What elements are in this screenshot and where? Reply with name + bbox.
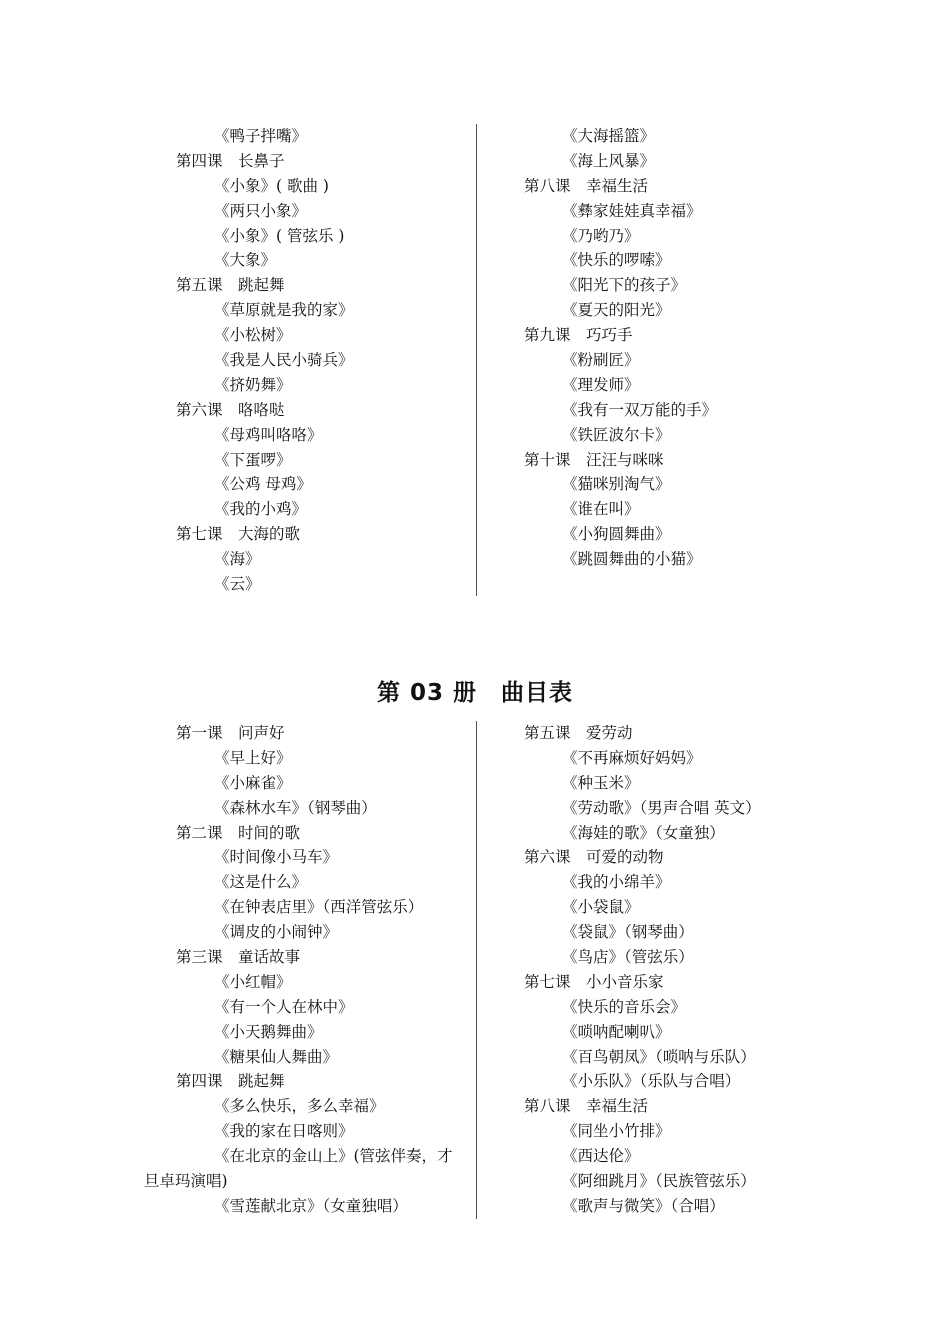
song-title: 《草原就是我的家》: [214, 301, 354, 320]
song-title: 《有一个人在林中》: [214, 997, 354, 1016]
song-title: 《猫咪别淘气》: [562, 475, 671, 494]
song-title: 《西达伦》: [562, 1147, 640, 1166]
song-title: 《唢呐配喇叭》: [562, 1022, 671, 1041]
lesson-heading: 第一课 问声好: [176, 724, 285, 742]
song-title: 《挤奶舞》: [214, 375, 292, 394]
lesson-heading: 第八课 幸福生活: [524, 176, 649, 195]
song-title: 《下蛋啰》: [214, 450, 292, 469]
song-title: 《不再麻烦好妈妈》: [562, 748, 702, 767]
song-title: 《在北京的金山上》(管弦伴奏，才: [214, 1147, 453, 1166]
bottom-left-column: [144, 721, 453, 1219]
song-title: 《小红帽》: [214, 972, 292, 991]
song-title: 《小天鹅舞曲》: [214, 1022, 323, 1041]
song-title: 《小袋鼠》: [562, 898, 640, 917]
song-title: 《在钟表店里》（西洋管弦乐）: [214, 898, 424, 917]
song-title: 《糖果仙人舞曲》: [214, 1047, 339, 1066]
lesson-heading: 第三课 童话故事: [176, 948, 301, 967]
song-title: 《我有一双万能的手》: [562, 400, 718, 419]
lesson-heading: 第五课 爱劳动: [524, 724, 633, 742]
bottom-right-column: [524, 721, 761, 1219]
section-title: 第 03 册 曲目表: [376, 680, 574, 706]
song-title: 《劳动歌》（男声合唱 英文）: [562, 798, 761, 817]
song-title: 《这是什么》: [214, 873, 308, 892]
song-title: 《我的小绵羊》: [562, 873, 671, 892]
song-title: 《两只小象》: [214, 201, 308, 220]
song-title: 《海娃的歌》（女童独）: [562, 823, 725, 842]
song-title: 《乃哟乃》: [562, 226, 640, 245]
song-title: 《彝家娃娃真幸福》: [562, 201, 702, 220]
song-title: 旦卓玛演唱): [144, 1172, 228, 1191]
song-title: 《鸟店》（管弦乐）: [562, 948, 694, 967]
song-title: 《夏天的阳光》: [562, 301, 671, 320]
song-title: 《海》: [214, 550, 261, 569]
lesson-heading: 第四课 长鼻子: [176, 151, 285, 170]
song-title: 《快乐的啰嗦》: [562, 251, 671, 270]
song-title: 《小乐队》（乐队与合唱）: [562, 1072, 741, 1091]
song-title: 《理发师》: [562, 375, 640, 394]
top-left-column: [176, 124, 354, 597]
song-title: 《粉刷匠》: [562, 351, 640, 370]
lesson-heading: 第七课 小小音乐家: [524, 972, 664, 991]
song-title: 《铁匠波尔卡》: [562, 425, 671, 444]
song-title: 《调皮的小闹钟》: [214, 923, 339, 942]
song-title: 《时间像小马车》: [214, 848, 339, 867]
song-title: 《公鸡 母鸡》: [214, 475, 312, 494]
song-title: 《早上好》: [214, 748, 292, 767]
song-title: 《种玉米》: [562, 773, 640, 792]
song-title: 《我的家在日喀则》: [214, 1122, 354, 1141]
song-title: 《快乐的音乐会》: [562, 997, 687, 1016]
song-title: 《小象》( 管弦乐 ): [214, 226, 345, 245]
lesson-heading: 第四课 跳起舞: [176, 1072, 285, 1091]
lesson-heading: 第七课 大海的歌: [176, 525, 301, 544]
song-title: 《小象》( 歌曲 ): [214, 176, 329, 195]
top-right-column: [524, 124, 717, 572]
song-title: 《跳圆舞曲的小猫》: [562, 550, 702, 569]
lesson-heading: 第五课 跳起舞: [176, 276, 285, 295]
song-title: 《我是人民小骑兵》: [214, 351, 354, 370]
song-title: 《森林水车》（钢琴曲）: [214, 798, 377, 817]
song-title: 《母鸡叫咯咯》: [214, 425, 323, 444]
song-title: 《海上风暴》: [562, 151, 656, 170]
top-column-divider: [476, 124, 477, 596]
song-title: 《阳光下的孩子》: [562, 276, 687, 295]
song-title: 《小狗圆舞曲》: [562, 525, 671, 544]
lesson-heading: 第九课 巧巧手: [524, 326, 633, 345]
lesson-heading: 第二课 时间的歌: [176, 823, 301, 842]
song-title: 《我的小鸡》: [214, 500, 308, 519]
song-title: 《阿细跳月》（民族管弦乐）: [562, 1172, 756, 1191]
song-title: 《歌声与微笑》（合唱）: [562, 1196, 725, 1215]
lesson-heading: 第六课 咯咯哒: [176, 400, 285, 419]
song-title: 《大象》: [214, 251, 277, 270]
song-title: 《大海摇篮》: [562, 127, 656, 145]
song-title: 《小麻雀》: [214, 773, 292, 792]
song-title: 《同坐小竹排》: [562, 1122, 671, 1141]
song-title: 《多么快乐，多么幸福》: [214, 1097, 385, 1116]
song-title: 《袋鼠》（钢琴曲）: [562, 923, 694, 942]
bottom-column-divider: [476, 721, 477, 1219]
song-title: 《雪莲献北京》（女童独唱）: [214, 1196, 408, 1215]
song-title: 《云》: [214, 575, 261, 594]
lesson-heading: 第六课 可爱的动物: [524, 848, 664, 867]
song-title: 《谁在叫》: [562, 500, 640, 519]
lesson-heading: 第十课 汪汪与咪咪: [524, 450, 664, 469]
song-title: 《鸭子拌嘴》: [214, 127, 308, 145]
song-title: 《百鸟朝凤》（唢呐与乐队）: [562, 1047, 756, 1066]
song-title: 《小松树》: [214, 326, 292, 345]
lesson-heading: 第八课 幸福生活: [524, 1097, 649, 1116]
